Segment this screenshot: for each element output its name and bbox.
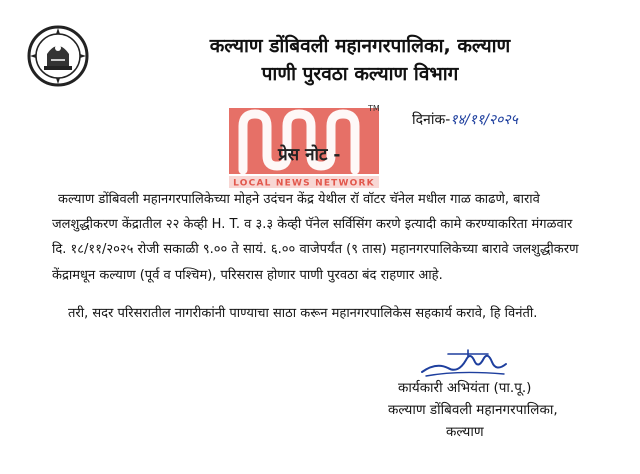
department-name: पाणी पुरवठा कल्याण विभाग — [261, 63, 459, 85]
trademark-mark: TM — [368, 104, 380, 113]
body-line: कल्याण डोंबिवली महानगरपालिकेच्या मोहने उदंचन केंद्र येथील रॉ वॉटर चॅनेल मधील गाळ काढणे, बारावे — [58, 192, 540, 207]
signatory-organization: कल्याण डोंबिवली महानगरपालिका, — [388, 402, 558, 418]
body-line: जलशुद्धीकरण केंद्रातील २२ केव्ही H. T. व ३.३ केव्ही पॅनेल सर्विसिंग करणे इत्यादी कामे करण्याकरिता मंगळवार — [52, 217, 573, 232]
municipal-seal-icon — [27, 24, 89, 88]
body-line: केंद्रामधून कल्याण (पूर्व व पश्चिम), परिसरास होणार पाणी पुरवठा बंद राहणार आहे. — [52, 268, 443, 283]
signatory-city: कल्याण — [446, 424, 484, 440]
watermark-brand: LOCAL NEWS NETWORK — [233, 178, 375, 189]
date-line — [412, 110, 518, 129]
body-line: दि. १८/११/२०२५ रोजी सकाळी ९.०० ते सायं. ६.०० वाजेपर्यंत (९ तास) महानगरपालिकेच्या बारावे जलशुद्धीकरण — [52, 242, 579, 257]
date-label: दिनांक- — [412, 112, 451, 128]
handwritten-signature — [418, 348, 510, 380]
signatory-designation: कार्यकारी अभियंता (पा.पू.) — [398, 380, 532, 396]
organization-name: कल्याण डोंबिवली महानगरपालिका, कल्याण — [209, 35, 511, 57]
press-note-title: प्रेस नोट - — [278, 145, 341, 165]
body-closing-line: तरी, सदर परिसरातील नागरीकांनी पाण्याचा साठा करून महानगरपालिकेस सहकार्य करावे, हि विनंती. — [68, 306, 538, 321]
date-value: १४/११/२०२५ — [450, 112, 518, 128]
